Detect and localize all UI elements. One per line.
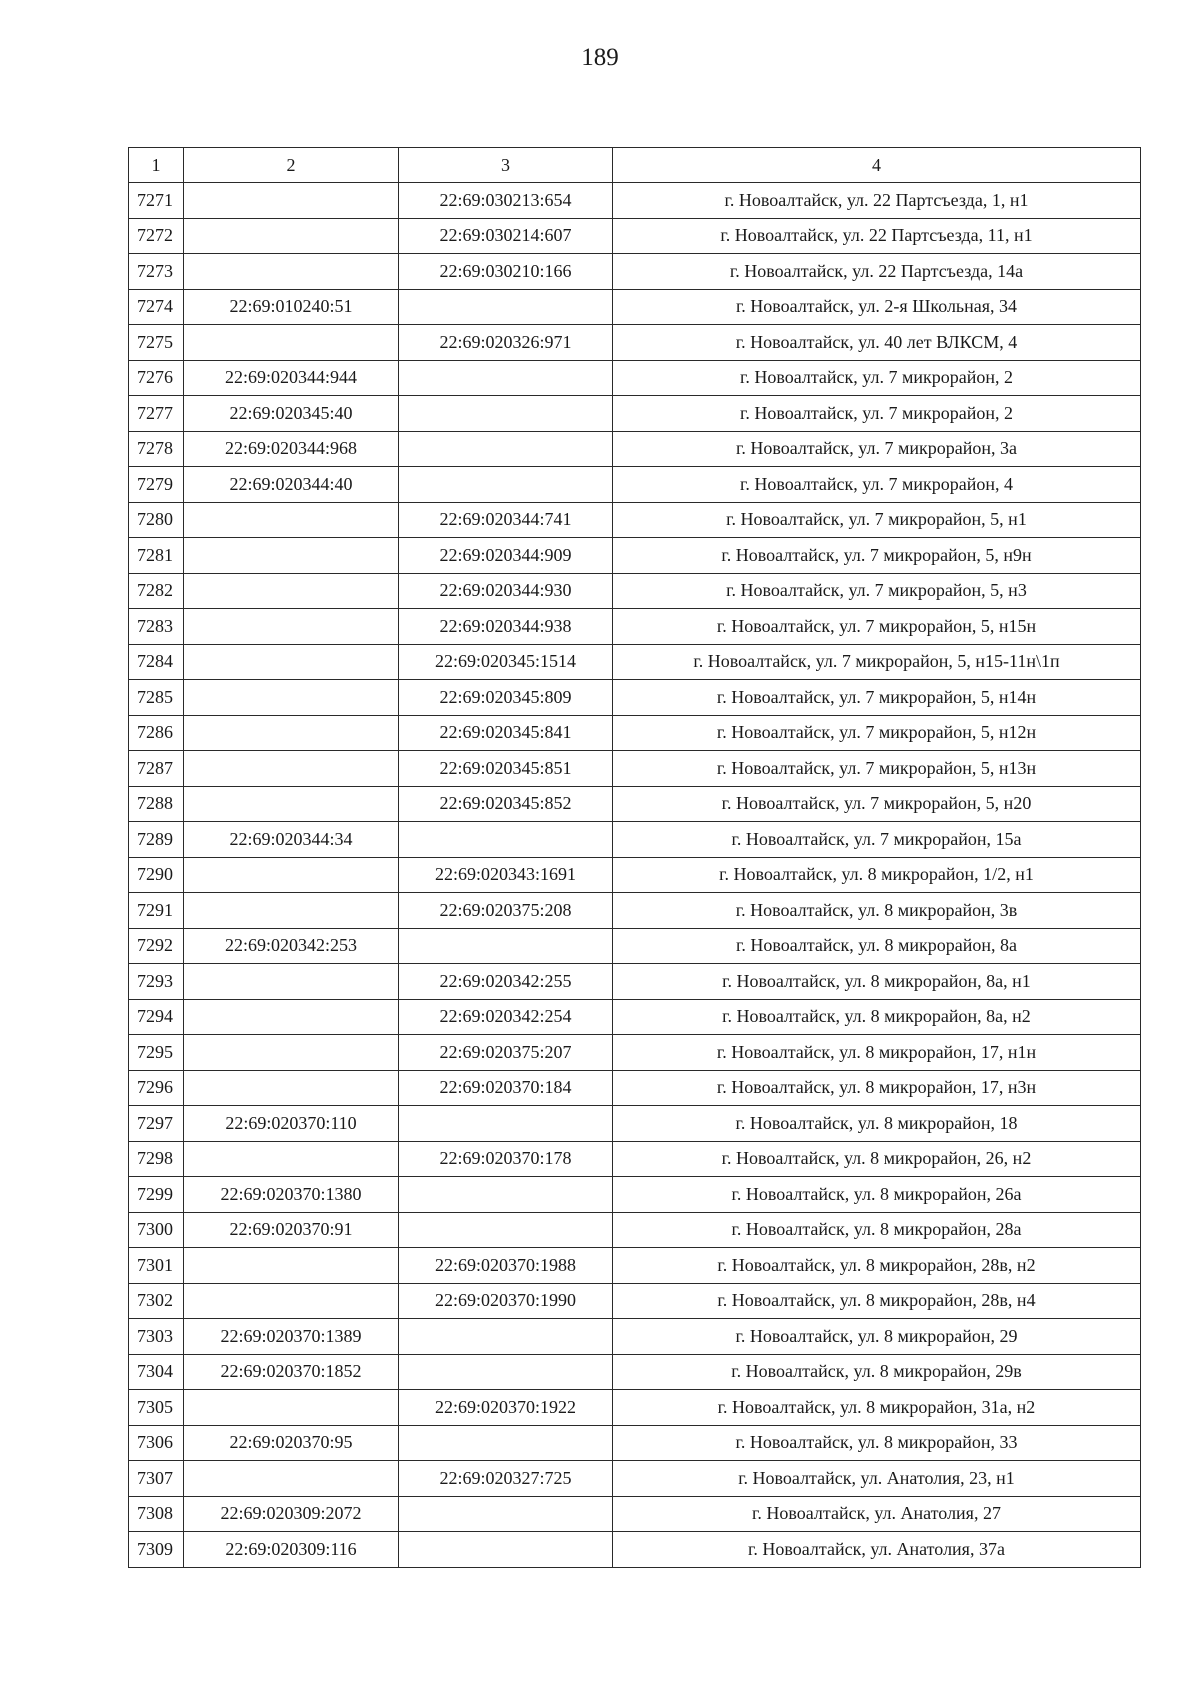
building-cadastral-number-cell: [399, 360, 613, 396]
building-cadastral-number-cell: 22:69:020370:184: [399, 1070, 613, 1106]
row-number-cell: 7296: [129, 1070, 184, 1106]
row-number-cell: 7294: [129, 999, 184, 1035]
building-cadastral-number-cell: 22:69:030214:607: [399, 218, 613, 254]
row-number-cell: 7284: [129, 644, 184, 680]
row-number-cell: 7292: [129, 928, 184, 964]
table-row: [129, 999, 1141, 1035]
address-cell: г. Новоалтайск, ул. 7 микрорайон, 2: [613, 396, 1141, 432]
address-cell: г. Новоалтайск, ул. 7 микрорайон, 4: [613, 467, 1141, 503]
land-cadastral-number-cell: [184, 999, 399, 1035]
row-number-cell: 7301: [129, 1248, 184, 1284]
table-row: [129, 786, 1141, 822]
address-cell: г. Новоалтайск, ул. 8 микрорайон, 1/2, н1: [613, 857, 1141, 893]
row-number-cell: 7274: [129, 289, 184, 325]
building-cadastral-number-cell: 22:69:020345:1514: [399, 644, 613, 680]
land-cadastral-number-cell: [184, 715, 399, 751]
building-cadastral-number-cell: 22:69:020345:841: [399, 715, 613, 751]
building-cadastral-number-cell: [399, 1177, 613, 1213]
land-cadastral-number-cell: [184, 1070, 399, 1106]
row-number-cell: 7282: [129, 573, 184, 609]
row-number-cell: 7309: [129, 1532, 184, 1568]
building-cadastral-number-cell: 22:69:020327:725: [399, 1461, 613, 1497]
row-number-cell: 7271: [129, 183, 184, 219]
land-cadastral-number-cell: [184, 218, 399, 254]
table-row: [129, 751, 1141, 787]
address-cell: г. Новоалтайск, ул. 7 микрорайон, 5, н15-11н\1п: [613, 644, 1141, 680]
row-number-cell: 7298: [129, 1141, 184, 1177]
building-cadastral-number-cell: [399, 1319, 613, 1355]
land-cadastral-number-cell: [184, 609, 399, 645]
building-cadastral-number-cell: 22:69:020345:809: [399, 680, 613, 716]
building-cadastral-number-cell: 22:69:020375:208: [399, 893, 613, 929]
address-cell: г. Новоалтайск, ул. 40 лет ВЛКСМ, 4: [613, 325, 1141, 361]
land-cadastral-number-cell: 22:69:020370:1852: [184, 1354, 399, 1390]
row-number-cell: 7305: [129, 1390, 184, 1426]
building-cadastral-number-cell: 22:69:020370:1988: [399, 1248, 613, 1284]
table-row: [129, 1106, 1141, 1142]
land-cadastral-number-cell: [184, 964, 399, 1000]
address-cell: г. Новоалтайск, ул. Анатолия, 37а: [613, 1532, 1141, 1568]
table-row: [129, 1354, 1141, 1390]
row-number-cell: 7289: [129, 822, 184, 858]
land-cadastral-number-cell: 22:69:020309:116: [184, 1532, 399, 1568]
land-cadastral-number-cell: [184, 1283, 399, 1319]
address-cell: г. Новоалтайск, ул. 8 микрорайон, 29: [613, 1319, 1141, 1355]
building-cadastral-number-cell: [399, 289, 613, 325]
table-row: [129, 680, 1141, 716]
column-header-4: 4: [613, 148, 1141, 183]
table-row: [129, 183, 1141, 219]
table-row: [129, 325, 1141, 361]
address-cell: г. Новоалтайск, ул. 8 микрорайон, 8а, н1: [613, 964, 1141, 1000]
table-row: [129, 431, 1141, 467]
row-number-cell: 7275: [129, 325, 184, 361]
building-cadastral-number-cell: 22:69:020344:938: [399, 609, 613, 645]
address-cell: г. Новоалтайск, ул. Анатолия, 27: [613, 1496, 1141, 1532]
land-cadastral-number-cell: [184, 1141, 399, 1177]
building-cadastral-number-cell: [399, 431, 613, 467]
table-row: [129, 1390, 1141, 1426]
land-cadastral-number-cell: [184, 786, 399, 822]
row-number-cell: 7308: [129, 1496, 184, 1532]
building-cadastral-number-cell: 22:69:020344:930: [399, 573, 613, 609]
row-number-cell: 7290: [129, 857, 184, 893]
address-cell: г. Новоалтайск, ул. 7 микрорайон, 15а: [613, 822, 1141, 858]
building-cadastral-number-cell: 22:69:020344:741: [399, 502, 613, 538]
row-number-cell: 7280: [129, 502, 184, 538]
row-number-cell: 7304: [129, 1354, 184, 1390]
table-row: [129, 254, 1141, 290]
address-cell: г. Новоалтайск, ул. 8 микрорайон, 8а: [613, 928, 1141, 964]
table-row: [129, 218, 1141, 254]
address-cell: г. Новоалтайск, ул. 7 микрорайон, 5, н3: [613, 573, 1141, 609]
address-cell: г. Новоалтайск, ул. 8 микрорайон, 28в, н4: [613, 1283, 1141, 1319]
table-row: [129, 1425, 1141, 1461]
table-row: [129, 467, 1141, 503]
address-cell: г. Новоалтайск, ул. 7 микрорайон, 2: [613, 360, 1141, 396]
address-cell: г. Новоалтайск, ул. 8 микрорайон, 18: [613, 1106, 1141, 1142]
address-cell: г. Новоалтайск, ул. 8 микрорайон, 17, н1н: [613, 1035, 1141, 1071]
land-cadastral-number-cell: [184, 644, 399, 680]
building-cadastral-number-cell: [399, 928, 613, 964]
table-row: [129, 1461, 1141, 1497]
row-number-cell: 7272: [129, 218, 184, 254]
land-cadastral-number-cell: 22:69:020345:40: [184, 396, 399, 432]
land-cadastral-number-cell: [184, 1461, 399, 1497]
table-header-row: [129, 148, 1141, 183]
address-cell: г. Новоалтайск, ул. 8 микрорайон, 26а: [613, 1177, 1141, 1213]
address-cell: г. Новоалтайск, ул. 22 Партсъезда, 11, н1: [613, 218, 1141, 254]
row-number-cell: 7300: [129, 1212, 184, 1248]
row-number-cell: 7276: [129, 360, 184, 396]
land-cadastral-number-cell: [184, 502, 399, 538]
building-cadastral-number-cell: [399, 1354, 613, 1390]
table-row: [129, 1212, 1141, 1248]
row-number-cell: 7281: [129, 538, 184, 574]
land-cadastral-number-cell: [184, 325, 399, 361]
address-cell: г. Новоалтайск, ул. 22 Партсъезда, 1, н1: [613, 183, 1141, 219]
land-cadastral-number-cell: 22:69:020344:34: [184, 822, 399, 858]
table-row: [129, 289, 1141, 325]
column-header-3: 3: [399, 148, 613, 183]
land-cadastral-number-cell: 22:69:010240:51: [184, 289, 399, 325]
building-cadastral-number-cell: [399, 1532, 613, 1568]
address-cell: г. Новоалтайск, ул. 8 микрорайон, 28а: [613, 1212, 1141, 1248]
land-cadastral-number-cell: [184, 254, 399, 290]
address-cell: г. Новоалтайск, ул. 8 микрорайон, 33: [613, 1425, 1141, 1461]
address-cell: г. Новоалтайск, ул. 8 микрорайон, 28в, н2: [613, 1248, 1141, 1284]
address-cell: г. Новоалтайск, ул. Анатолия, 23, н1: [613, 1461, 1141, 1497]
land-cadastral-number-cell: [184, 857, 399, 893]
row-number-cell: 7302: [129, 1283, 184, 1319]
row-number-cell: 7297: [129, 1106, 184, 1142]
table-row: [129, 1319, 1141, 1355]
building-cadastral-number-cell: [399, 1106, 613, 1142]
table-row: [129, 1070, 1141, 1106]
building-cadastral-number-cell: 22:69:020370:178: [399, 1141, 613, 1177]
land-cadastral-number-cell: [184, 1248, 399, 1284]
column-header-1: 1: [129, 148, 184, 183]
address-cell: г. Новоалтайск, ул. 8 микрорайон, 8а, н2: [613, 999, 1141, 1035]
address-cell: г. Новоалтайск, ул. 7 микрорайон, 3а: [613, 431, 1141, 467]
building-cadastral-number-cell: 22:69:020345:851: [399, 751, 613, 787]
row-number-cell: 7287: [129, 751, 184, 787]
land-cadastral-number-cell: [184, 1035, 399, 1071]
table-row: [129, 1248, 1141, 1284]
address-cell: г. Новоалтайск, ул. 7 микрорайон, 5, н14н: [613, 680, 1141, 716]
table-row: [129, 1283, 1141, 1319]
land-cadastral-number-cell: [184, 893, 399, 929]
address-cell: г. Новоалтайск, ул. 7 микрорайон, 5, н20: [613, 786, 1141, 822]
building-cadastral-number-cell: [399, 467, 613, 503]
table-row: [129, 857, 1141, 893]
land-cadastral-number-cell: [184, 573, 399, 609]
address-cell: г. Новоалтайск, ул. 8 микрорайон, 3в: [613, 893, 1141, 929]
property-registry-table: [128, 147, 1141, 1568]
address-cell: г. Новоалтайск, ул. 8 микрорайон, 17, н3н: [613, 1070, 1141, 1106]
building-cadastral-number-cell: 22:69:020345:852: [399, 786, 613, 822]
building-cadastral-number-cell: 22:69:020326:971: [399, 325, 613, 361]
table-row: [129, 573, 1141, 609]
table-row: [129, 644, 1141, 680]
land-cadastral-number-cell: [184, 1390, 399, 1426]
row-number-cell: 7306: [129, 1425, 184, 1461]
table-row: [129, 893, 1141, 929]
table-row: [129, 715, 1141, 751]
address-cell: г. Новоалтайск, ул. 7 микрорайон, 5, н1: [613, 502, 1141, 538]
row-number-cell: 7291: [129, 893, 184, 929]
building-cadastral-number-cell: 22:69:030210:166: [399, 254, 613, 290]
land-cadastral-number-cell: [184, 183, 399, 219]
table-row: [129, 360, 1141, 396]
row-number-cell: 7278: [129, 431, 184, 467]
land-cadastral-number-cell: 22:69:020344:944: [184, 360, 399, 396]
table-row: [129, 1177, 1141, 1213]
table-row: [129, 964, 1141, 1000]
table-row: [129, 538, 1141, 574]
building-cadastral-number-cell: [399, 1425, 613, 1461]
row-number-cell: 7288: [129, 786, 184, 822]
building-cadastral-number-cell: 22:69:020342:255: [399, 964, 613, 1000]
row-number-cell: 7307: [129, 1461, 184, 1497]
address-cell: г. Новоалтайск, ул. 2-я Школьная, 34: [613, 289, 1141, 325]
row-number-cell: 7277: [129, 396, 184, 432]
land-cadastral-number-cell: 22:69:020370:1380: [184, 1177, 399, 1213]
address-cell: г. Новоалтайск, ул. 8 микрорайон, 31а, н2: [613, 1390, 1141, 1426]
building-cadastral-number-cell: 22:69:020370:1922: [399, 1390, 613, 1426]
page-number: 189: [581, 44, 619, 71]
building-cadastral-number-cell: 22:69:020344:909: [399, 538, 613, 574]
table-row: [129, 609, 1141, 645]
row-number-cell: 7286: [129, 715, 184, 751]
building-cadastral-number-cell: [399, 1212, 613, 1248]
building-cadastral-number-cell: 22:69:020375:207: [399, 1035, 613, 1071]
building-cadastral-number-cell: 22:69:020343:1691: [399, 857, 613, 893]
building-cadastral-number-cell: 22:69:020370:1990: [399, 1283, 613, 1319]
land-cadastral-number-cell: [184, 538, 399, 574]
address-cell: г. Новоалтайск, ул. 8 микрорайон, 26, н2: [613, 1141, 1141, 1177]
land-cadastral-number-cell: 22:69:020342:253: [184, 928, 399, 964]
land-cadastral-number-cell: 22:69:020370:110: [184, 1106, 399, 1142]
table-row: [129, 1496, 1141, 1532]
table-row: [129, 1141, 1141, 1177]
row-number-cell: 7279: [129, 467, 184, 503]
table-row: [129, 396, 1141, 432]
address-cell: г. Новоалтайск, ул. 7 микрорайон, 5, н9н: [613, 538, 1141, 574]
land-cadastral-number-cell: 22:69:020309:2072: [184, 1496, 399, 1532]
row-number-cell: 7299: [129, 1177, 184, 1213]
building-cadastral-number-cell: [399, 396, 613, 432]
column-header-2: 2: [184, 148, 399, 183]
table-row: [129, 1532, 1141, 1568]
row-number-cell: 7285: [129, 680, 184, 716]
address-cell: г. Новоалтайск, ул. 7 микрорайон, 5, н12н: [613, 715, 1141, 751]
land-cadastral-number-cell: 22:69:020370:1389: [184, 1319, 399, 1355]
table-row: [129, 822, 1141, 858]
building-cadastral-number-cell: 22:69:020342:254: [399, 999, 613, 1035]
row-number-cell: 7295: [129, 1035, 184, 1071]
table-row: [129, 1035, 1141, 1071]
land-cadastral-number-cell: [184, 751, 399, 787]
row-number-cell: 7293: [129, 964, 184, 1000]
row-number-cell: 7273: [129, 254, 184, 290]
land-cadastral-number-cell: 22:69:020370:95: [184, 1425, 399, 1461]
table-row: [129, 502, 1141, 538]
address-cell: г. Новоалтайск, ул. 7 микрорайон, 5, н13н: [613, 751, 1141, 787]
address-cell: г. Новоалтайск, ул. 7 микрорайон, 5, н15н: [613, 609, 1141, 645]
address-cell: г. Новоалтайск, ул. 8 микрорайон, 29в: [613, 1354, 1141, 1390]
address-cell: г. Новоалтайск, ул. 22 Партсъезда, 14а: [613, 254, 1141, 290]
building-cadastral-number-cell: 22:69:030213:654: [399, 183, 613, 219]
row-number-cell: 7303: [129, 1319, 184, 1355]
land-cadastral-number-cell: [184, 680, 399, 716]
building-cadastral-number-cell: [399, 822, 613, 858]
land-cadastral-number-cell: 22:69:020370:91: [184, 1212, 399, 1248]
land-cadastral-number-cell: 22:69:020344:968: [184, 431, 399, 467]
building-cadastral-number-cell: [399, 1496, 613, 1532]
land-cadastral-number-cell: 22:69:020344:40: [184, 467, 399, 503]
row-number-cell: 7283: [129, 609, 184, 645]
table-row: [129, 928, 1141, 964]
